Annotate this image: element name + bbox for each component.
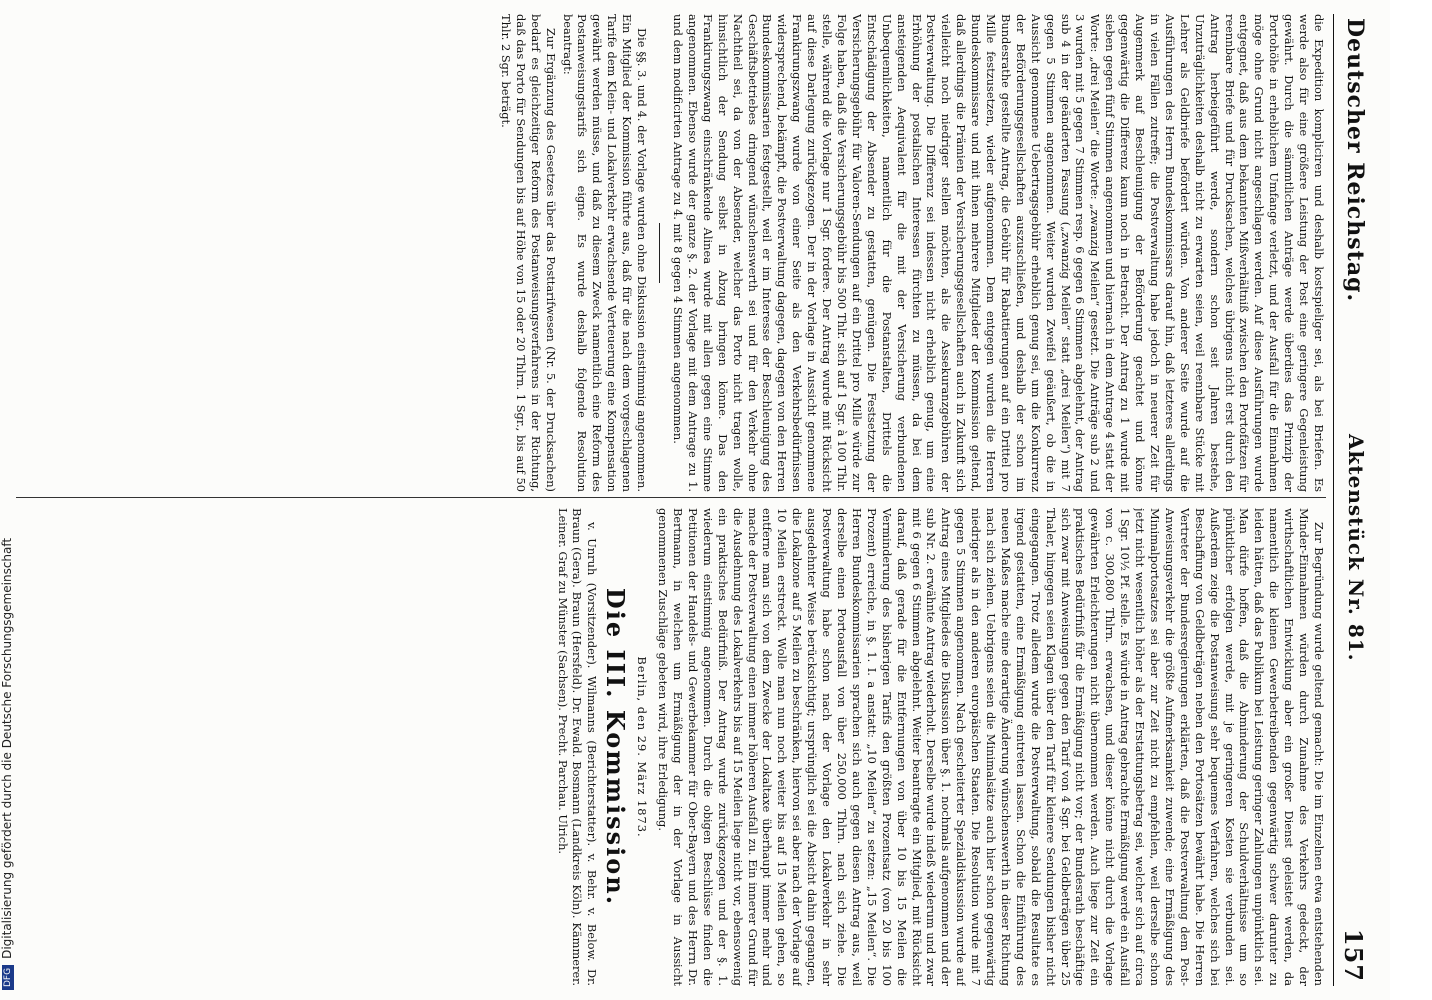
funding-credit (0, 0, 18, 1000)
left-body-text: die Expedition kompliciren und deshalb kostspieliger sei, als bei Briefen. Es werde also für eine größere Leistung der Post eine geringere Gegenleistung gewährt. Durch die sämmtlichen Anträge werde überdies das Prinzip der Portohöhe in erheblichem Umfange verletzt, und der Ausfall für die Einnahmen möge ohne Grund nicht angeschlagen werden. Auf diese Ausführungen wurde entgegnet, daß aus dem bekannten Mißverhältniß zwischen den Portofätzen für reennbare Briefe und für Drucksachen, welches übrigens nicht erst durch den Antrag herbeigeführt werde, sondern schon seit Jahren bestehe, Unzuträglichkeiten deshalb nicht zu erwarten seien, weil reennbare Stücke mit Lehrer als Geldbriefe befördert würden. Von anderer Seite wurde auf die Ausführungen des Herrn Bundeskommissars darauf hin, daß letzteres allerdings in vielen Fällen zutreffe; die Postverwaltung habe jedoch in neuerer Zeit für Augenmerk auf Beschleunigung der Beförderung geachtet und könne gegenwärtig die Differenz kaum noch in Betracht. Der Antrag zu 1 wurde mit sieben gegen fünf Stimmen angenommen und hiernach in dem Antrage 4 statt der Worte: „drei Meilen“ die Worte: „zwanzig Meilen“ gesetzt. Die Anträge sub 2 und 3 wurden mit 5 gegen 7 Stimmen resp. 6 gegen 6 Stimmen abgelehnt, der Antrag sub 4 in der geänderten Fassung („zwanzig Meilen“ statt „drei Meilen“) mit 7 gegen 5 Stimmen angenommen. Weiter wurden Zweifel geäußert, ob die in Aussicht genommene Uebertragsgebühr erheblich genug sei, um die Konkurrenz der Beförderungsgesellschaften auszuschließen, und deshalb der schon im Bundesrathe gestellte Antrag, die Gebühr für Rabattierungen auf ein Drittel pro Mille festzusetzen, wieder aufgenommen. Dem entgegen wurden die Herren Bundeskommissare und mit ihnen mehrere Mitglieder der Kommission geltend, daß allerdings die Prämien der Versicherungsgesellschaften auch in Zukunft sich vielleicht noch niedriger stellen möchten, als die Assekuranzgebühren der Postverwaltung. Die Differenz sei indessen nicht erheblich genug, um eine Erhöhung der postalischen Interessen fürchten zu müssen, da bei dem ansteigenden Aequivalent für die mit der Versicherung verbundenen Unbequemlichkeiten, namentlich für die Postanstalten, Drittels die Entschädigung der Absender zu gestatten, genügen. Die Festsetzung der Versicherungsgebühr für Valoren-Sendungen auf ein Drittel pro Mille würde zur Folge haben, daß die Versicherungsgebühr bis 500 Thlr. sich auf 1 Sgr. à 100 Thlr. stelle, während die Vorlage nur 1 Sgr. fordere. Der Antrag wurde mit Rücksicht auf diese Darlegung zurückgezogen. Der in der Vorlage in Aussicht genommene Frankirungszwang wurde von einer Seite als den Verkehrsbedürfnissen widersprechend, bekämpft, die Postverwaltung dagegen, dagegen von den Herren Bundeskommissarien festgestellt, weil er im Interesse der Beschleunigung des Geschäftsbetriebes dringend wünschenswerth sei und für den Verkehr ohne Nachtheil sei, da von der Absender, welcher das Porto nicht tragen wolle, hinsichtlich der Sendung selbst in Abzug bringen könne. Das den Frankirungszwang einschränkende Alinea wurde mit allen gegen eine Stimme angenommen. Ebenso wurde der ganze §. 2. der Vorlage mit dem Antrage zu 1. und dem modificirten Antrage zu 4. mit 8 gegen 4 Stimmen angenommen. (671, 14, 1326, 492)
member-list: v. Unruh (Vorsitzender). Wilmanns (Berichterstatter). v. Behr. v. Below. Dr. Braun (Gera). Braun (Hersfeld). Dr. Ewald. Bosmann (Landkreis Köln). Kämmerer. Leiner. Graf zu Münster (Sachsen). Precht. Parchau. Ulrich. (555, 508, 600, 986)
commission-heading: Die III. Kommission. (601, 587, 631, 907)
dfg-logo: DFG (2, 965, 14, 990)
right-body-text: Zur Begründung wurde geltend gemacht: Die im Einzelnen etwa entstehenden Minder-Einnahmen würden durch Zunahme des Verkehrs gedeckt, der wirthschaftlichen Entwicklung aber ein großer Dienst geleistet werden, da namentlich die kleinen Gewerbetreibenden gegenwärtig schwer darunter zu leiden hätten, daß das Publikum bei Leistung geringer Zahlungen unpünktlich sei. Man dürfe hoffen, daß die Abminderung der Schuldverhältnisse um so pünktlicher erfolgen werde, mit je geringeren Kosten sie verbunden sei. Außerdem zeige die Postanweisung sehr bequemes Verfahren, welches sich bei Beschaffung von Geldbeträgen neben den Portosätzen bewährt habe. Die Herren Vertreter der Bundesregierungen erklärten, daß die Postverwaltung dem Post-Anweisungsverkehr die größte Aufmerksamkeit zuwende; eine Ermäßigung des Minimalportosatzes sei aber zur Zeit nicht zu empfehlen, weil derselbe schon jetzt nicht wesentlich höher als der Erstattungsbetrag sei, welcher sich auf circa 1 Sgr. 10½ Pf. stelle. Es würde in Antrag gebrachte Ermäßigung werde ein Ausfall von c. 300,800 Thlrn. erwachsen, und dieser könne nicht durch die Vorlage gewährten Erleichterungen nicht übernommen werden. Auch liege zur Zeit ein praktisches Bedürfniß für die Ermäßigung nicht vor; der Bundesrath beschäftige sich zwar mit Anweisungen gegen den Tarif von 4 Sgr. bei Geldbeträgen über 25 Thaler, hingegen seien Klagen über den Tarif für kleinere Sendungen bisher nicht eingegangen. Trotz alledem wurde die Postverwaltung, sobald die Resultate es irgend gestatten, eine Ermäßigung eintreten lassen. Schon die Einführung des neuen Maßes mache eine derartige Änderung wünschenswerth in dieser Richtung nach sich ziehen. Uebrigens seien die Minimalsätze auch hier schon gegenwärtig niedriger als in den anderen europäischen Staaten. Die Resolution wurde mit 7 gegen 5 Stimmen angenommen. Nach gescheiterter Spezialdiskussion wurde auf Antrag eines Mitgliedes die Diskussion über §. 1. nochmals aufgenommen und der sub Nr. 2. erwähnte Antrag wiederholt. Derselbe wurde indeß wiederum und zwar mit 6 gegen 6 Stimmen abgelehnt. Weiter beantragte ein Mitglied, mit Rücksicht darauf, daß gerade für die Entfernungen von über 10 bis 15 Meilen die Verminderung des bisherigen Tarifs den größten Prozentsatz (von 20 bis 100 Prozent) erreiche, in §. 1. I. a anstatt: „10 Meilen“ zu setzen: „15 Meilen“. Die Herren Bundeskommissarien sprachen sich auch gegen diesen Antrag aus, weil derselbe einen Portoausfall von über 250,000 Thlrn. nach sich ziehe. Die Postverwaltung habe schon nach der Vorlage den Lokalverkehr in sehr ausgedehnter Weise berücksichtigt; ursprünglich sei die Absicht dahin gegangen, die Lokalzone auf 5 Meilen zu beschränken, hiervon sei aber nach der Vorlage auf 10 Meilen erstreckt. Wolle man nun noch weiter bis auf 15 Meilen gehen, so entferne man sich von dem Zwecke der Lokaltaxe überhaupt immer mehr und mache der Postverwaltung einen immer höheren Ausfall zu. Ein innerer Grund für die Ausdehnung des Lokalverkehrs bis auf 15 Meilen liege nicht vor, ebensowenig ein praktisches Bedürfniß. Der Antrag wurde zurückgezogen und der §. 1. wiederum einstimmig angenommen. Durch die obigen Beschlüsse finden die Petitionen der Handels- und Gewerbekammer für Ober-Bayern und des Herrn Dr. Bertmann, in welchen um Ermäßigung der in der Vorlage in Aussicht genommenen Zuschläge gebeten wird, ihre Erledigung. (656, 508, 1326, 986)
journal-title: Deutscher Reichstag. (1342, 18, 1368, 303)
page-number: 157 (1339, 928, 1368, 982)
page-header (1333, 14, 1374, 986)
document-number: Aktenstück Nr. 81. (1344, 434, 1368, 662)
left-column (26, 14, 1326, 492)
dateline: Berlin, den 29. März 1873. (635, 656, 650, 838)
column-rule (16, 497, 1326, 498)
left-section-2: Die §§. 3. und 4. der Vorlage wurden ohne Diskussion einstimmig angenommen. Ein Mitglied der Kommission führte aus, daß für die nach dem vorgeschlagenen Tarife dem Klein- und Lokalverkehr erwachsende Verteuerung eine Kompensation gewährt werden müsse, und daß zu diesem Zweck namentlich eine Reform des Postanweisungstarifs sich eigne. Es wurde deshalb folgende Resolution beantragt: (560, 14, 650, 492)
credit-text: Digitalisierung gefördert durch die Deutsche Forschungsgemeinschaft (0, 537, 14, 959)
right-column (26, 508, 1326, 986)
resolution-text: Zur Ergänzung des Gesetzes über das Posttarifwesen (Nr. 5. der Drucksachen) bedarf es gleichzeitiger Reform des Postanweisungsverfahrens in der Richtung, daß das Porto für Sendungen bis auf Höhe von 15 oder 20 Thlrn. 1 Sgr., bis auf 50 Thlr. 2 Sgr. beträgt. (498, 14, 558, 492)
section-divider (659, 223, 660, 283)
